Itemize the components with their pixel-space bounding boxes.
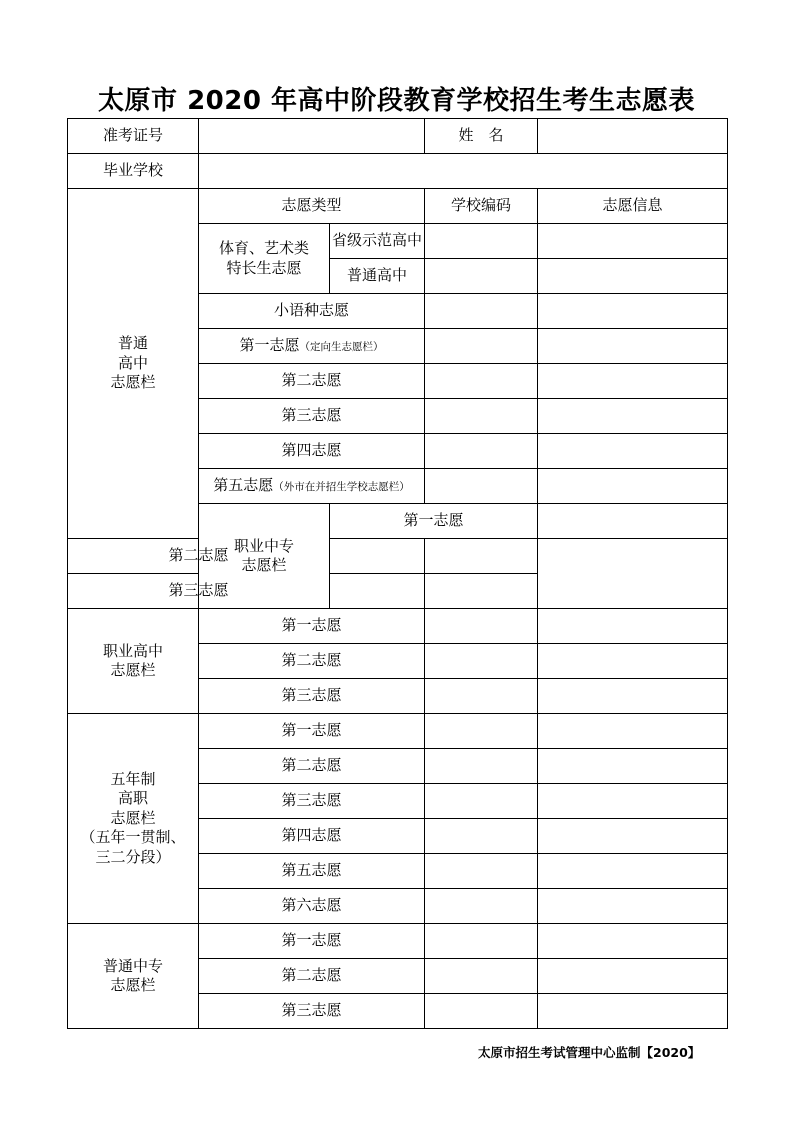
arts-specialty-label: 体育、艺术类 特长生志愿	[199, 224, 330, 294]
school-code-cell[interactable]	[425, 259, 538, 294]
vocational-high-category: 职业高中 志愿栏	[68, 609, 199, 714]
school-code-cell[interactable]	[425, 924, 538, 959]
choice-label: 第二志愿	[68, 539, 330, 574]
graduation-school-field[interactable]	[199, 154, 728, 189]
school-code-cell[interactable]	[425, 434, 538, 469]
choice-label: 第六志愿	[199, 889, 425, 924]
school-code-cell[interactable]	[425, 399, 538, 434]
form-title: 太原市 2020 年高中阶段教育学校招生考生志愿表	[98, 86, 695, 116]
choice-info-cell[interactable]	[538, 434, 728, 469]
school-code-cell[interactable]	[425, 469, 538, 504]
column-header-info: 志愿信息	[538, 189, 728, 224]
vocational-special-second-row	[68, 539, 728, 574]
name-field[interactable]	[538, 119, 728, 154]
school-code-cell[interactable]	[538, 504, 728, 539]
general-special-first-row	[68, 924, 728, 959]
choice-info-cell[interactable]	[538, 854, 728, 889]
exam-number-row	[68, 119, 728, 154]
vocational-high-first-row	[68, 609, 728, 644]
school-code-cell[interactable]	[425, 994, 538, 1029]
school-code-cell[interactable]	[425, 644, 538, 679]
general-second-choice-label: 第二志愿	[199, 364, 425, 399]
choice-info-cell[interactable]	[538, 889, 728, 924]
school-code-cell[interactable]	[425, 364, 538, 399]
choice-info-cell[interactable]	[538, 364, 728, 399]
choice-info-cell[interactable]	[538, 994, 728, 1029]
school-code-cell[interactable]	[425, 224, 538, 259]
ordinary-high-label: 普通高中	[330, 259, 425, 294]
application-form-table	[67, 118, 728, 1029]
column-header-code: 学校编码	[425, 189, 538, 224]
choice-info-cell[interactable]	[425, 539, 538, 574]
five-year-category: 五年制 高职 志愿栏 （五年一贯制、 三二分段）	[68, 714, 199, 924]
graduation-school-row	[68, 154, 728, 189]
choice-info-cell[interactable]	[538, 294, 728, 329]
five-year-first-row	[68, 714, 728, 749]
general-fourth-choice-label: 第四志愿	[199, 434, 425, 469]
school-code-cell[interactable]	[425, 819, 538, 854]
choice-info-cell[interactable]	[538, 469, 728, 504]
exam-number-label: 准考证号	[68, 119, 199, 154]
school-code-cell[interactable]	[425, 959, 538, 994]
choice-info-cell[interactable]	[538, 609, 728, 644]
general-third-choice-label: 第三志愿	[199, 399, 425, 434]
choice-info-cell[interactable]	[425, 574, 538, 609]
choice-info-cell[interactable]	[538, 259, 728, 294]
general-fifth-choice-label: 第五志愿（外市在并招生学校志愿栏）	[199, 469, 425, 504]
choice-info-cell[interactable]	[538, 714, 728, 749]
school-code-cell[interactable]	[425, 854, 538, 889]
choice-info-cell[interactable]	[538, 644, 728, 679]
choice-info-cell[interactable]	[538, 329, 728, 364]
choice-label: 第一志愿	[199, 609, 425, 644]
school-code-cell[interactable]	[330, 539, 425, 574]
school-code-cell[interactable]	[425, 679, 538, 714]
directed-student-note: （定向生志愿栏）	[299, 341, 384, 354]
school-code-cell[interactable]	[425, 749, 538, 784]
vocational-special-category: 职业中专 志愿栏	[199, 504, 330, 609]
general-special-category: 普通中专 志愿栏	[68, 924, 199, 1029]
choice-label: 第四志愿	[199, 819, 425, 854]
choice-label: 第一志愿	[330, 504, 538, 539]
choice-label: 第三志愿	[199, 784, 425, 819]
name-label: 姓 名	[425, 119, 538, 154]
school-code-cell[interactable]	[330, 574, 425, 609]
school-code-cell[interactable]	[425, 714, 538, 749]
choice-info-cell[interactable]	[538, 749, 728, 784]
column-header-type: 志愿类型	[199, 189, 425, 224]
school-code-cell[interactable]	[425, 609, 538, 644]
choice-label: 第一志愿	[199, 714, 425, 749]
school-code-cell[interactable]	[425, 294, 538, 329]
other-city-note: （外市在并招生学校志愿栏）	[273, 481, 410, 494]
choice-label: 第一志愿	[199, 924, 425, 959]
graduation-school-label: 毕业学校	[68, 154, 199, 189]
choice-label: 第三志愿	[199, 994, 425, 1029]
school-code-cell[interactable]	[425, 889, 538, 924]
general-first-choice-label: 第一志愿（定向生志愿栏）	[199, 329, 425, 364]
choice-info-cell[interactable]	[538, 399, 728, 434]
choice-label: 第二志愿	[199, 959, 425, 994]
issuer-footer: 太原市招生考试管理中心监制【2020】	[478, 1045, 701, 1060]
choice-label: 第二志愿	[199, 749, 425, 784]
choice-info-cell[interactable]	[538, 959, 728, 994]
general-high-category: 普通 高中 志愿栏	[68, 189, 199, 539]
choice-label: 第三志愿	[199, 679, 425, 714]
choice-info-cell[interactable]	[538, 679, 728, 714]
provincial-model-high-label: 省级示范高中	[330, 224, 425, 259]
choice-label: 第三志愿	[68, 574, 330, 609]
vocational-special-third-row	[68, 574, 728, 609]
choice-info-cell[interactable]	[538, 924, 728, 959]
choice-info-cell[interactable]	[538, 224, 728, 259]
choice-label: 第二志愿	[199, 644, 425, 679]
school-code-cell[interactable]	[425, 329, 538, 364]
column-header-row	[68, 189, 728, 224]
choice-label: 第五志愿	[199, 854, 425, 889]
minor-language-label: 小语种志愿	[199, 294, 425, 329]
school-code-cell[interactable]	[425, 784, 538, 819]
exam-number-field[interactable]	[199, 119, 425, 154]
choice-info-cell[interactable]	[538, 784, 728, 819]
choice-info-cell[interactable]	[538, 819, 728, 854]
